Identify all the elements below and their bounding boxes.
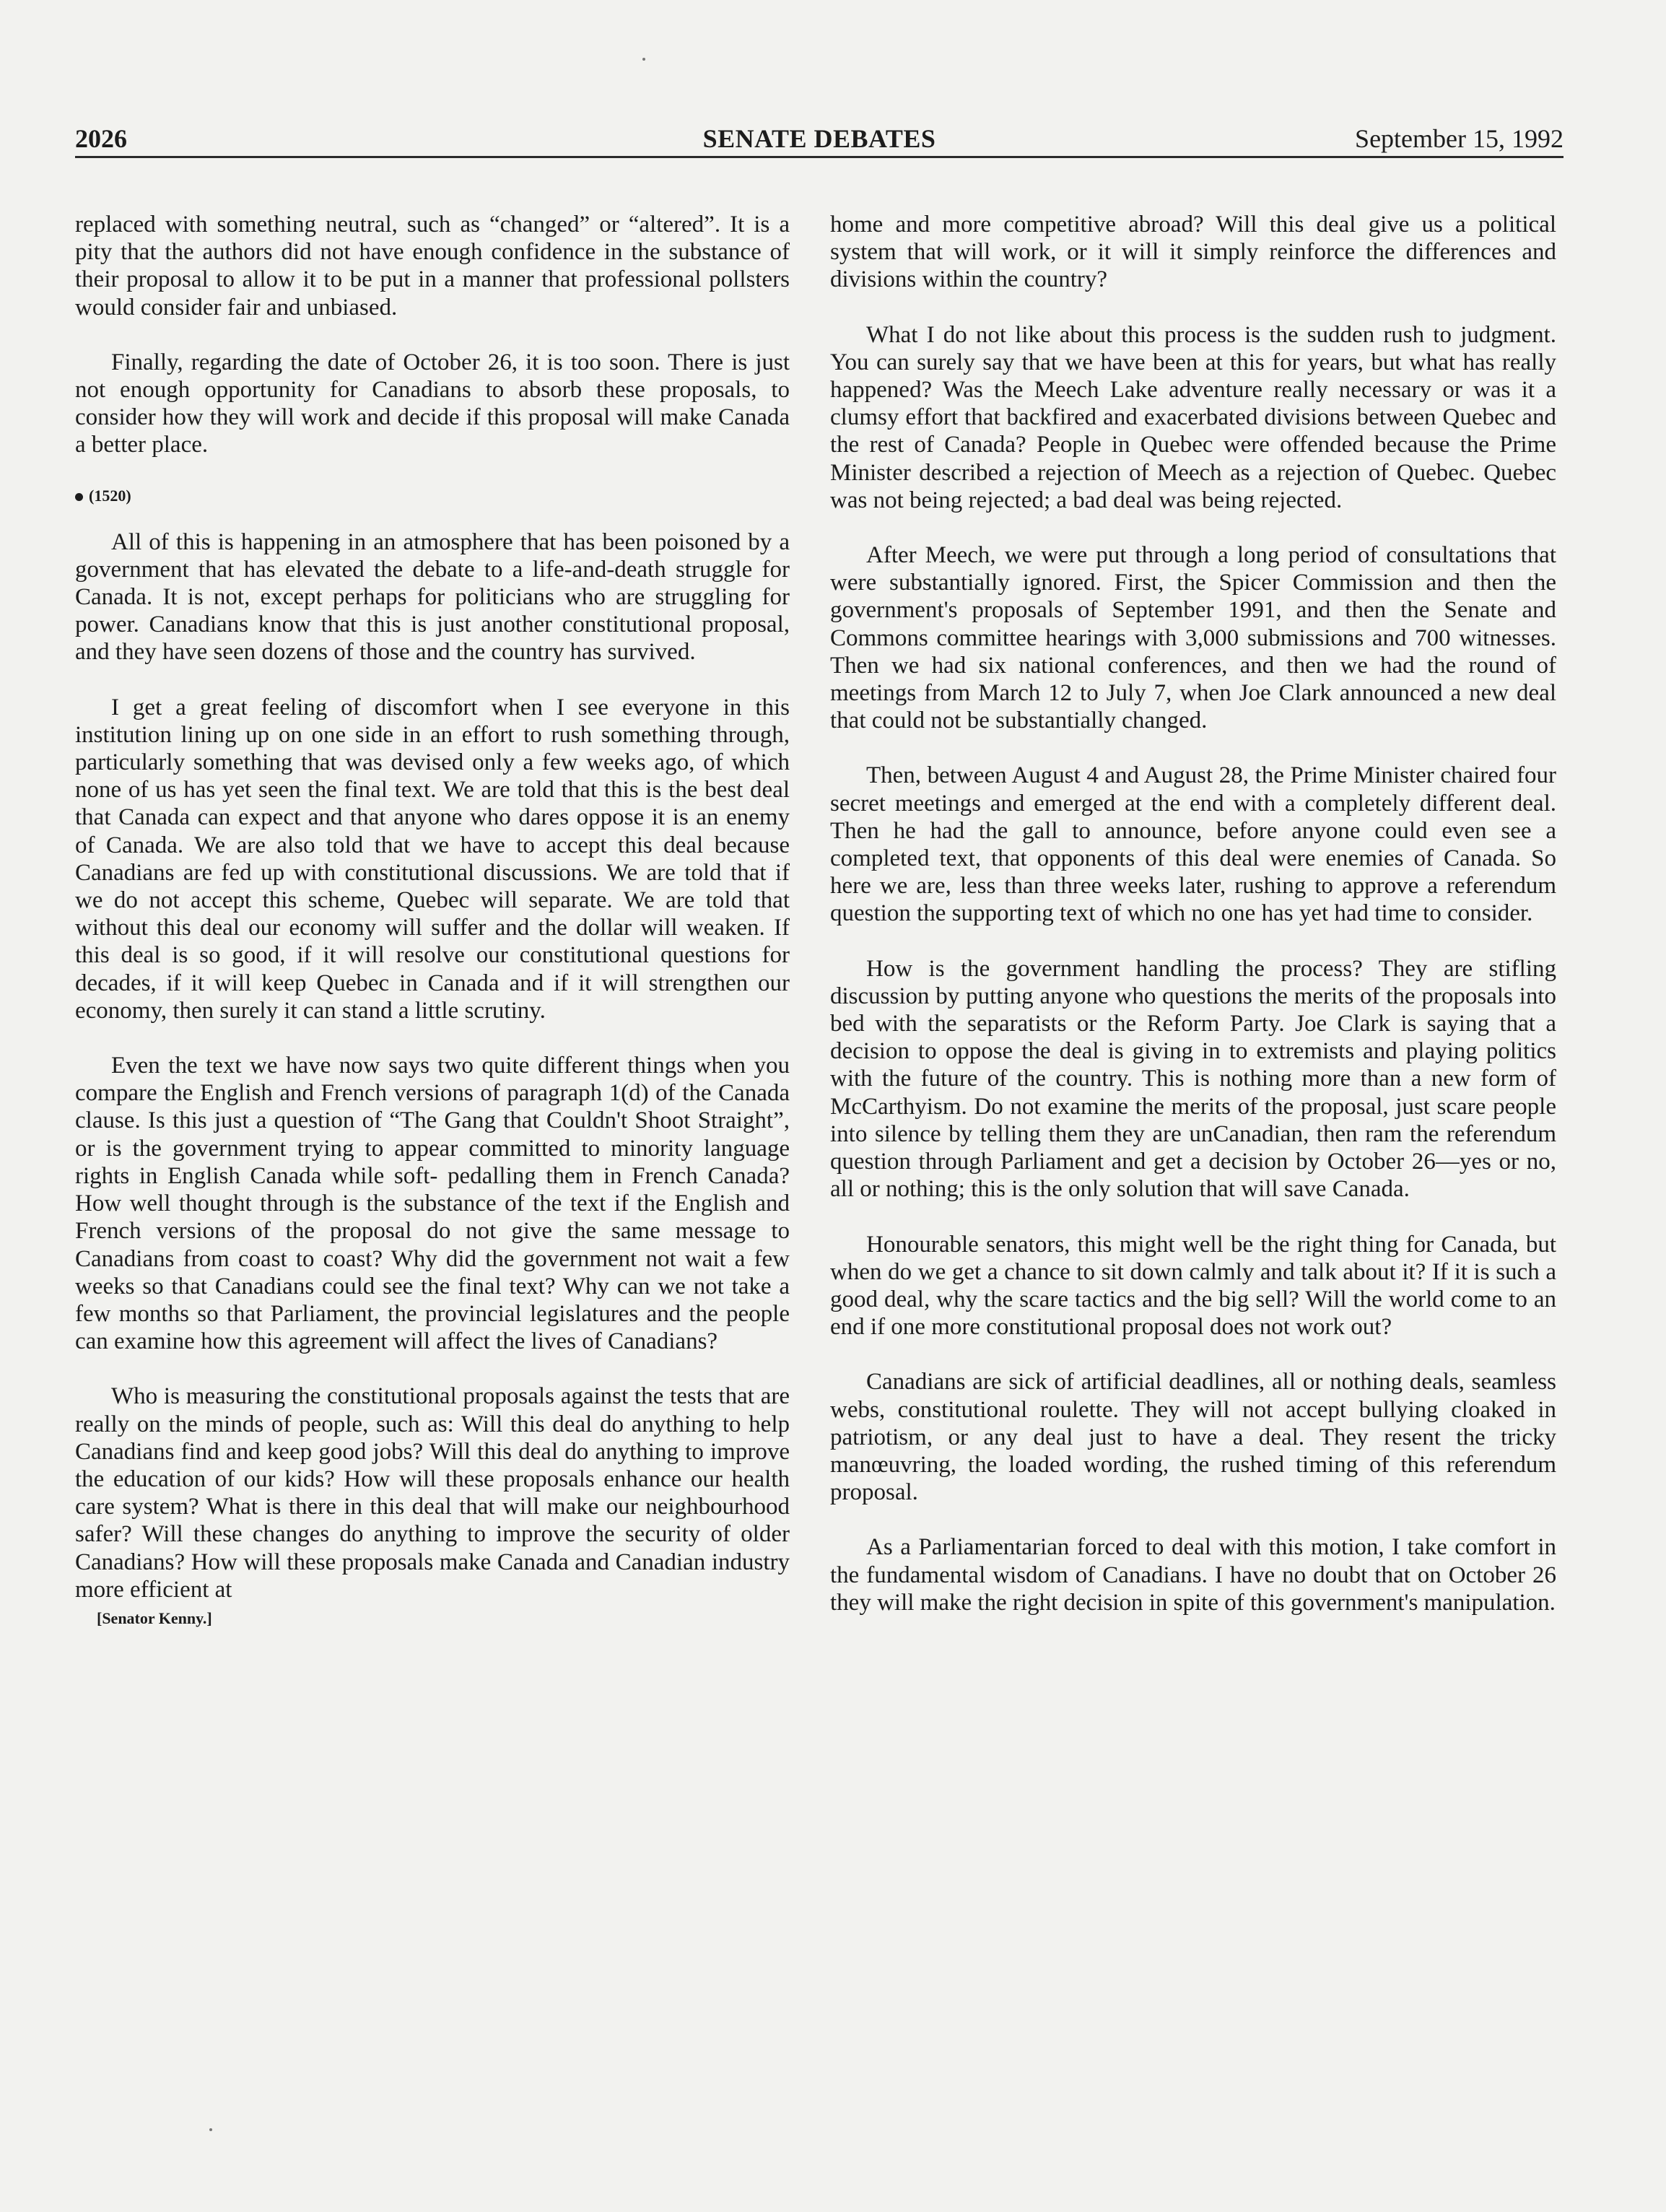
paragraph: What I do not like about this process is the sudden rush to judgment. You can surely say that we have been at this for years, but what has really happened? Was the Meech Lake adventure really necessary or was it a clumsy effort that backfired and exacerbated divisions between Quebec and the rest of Canada? People in Quebec were offended because the Prime Minister described a rejection of Meech as a rejection of Quebec. Quebec was not being rejected; a bad deal was being rejected. (830, 321, 1556, 513)
paragraph: replaced with something neutral, such as “changed” or “altered”. It is a pity that the authors did not have enough confidence in the substance of their proposal to allow it to be put in a manner that professional pollsters would consider fair and unbiased. (75, 212, 790, 321)
scan-speck (642, 58, 645, 61)
paragraph: Even the text we have now says two quite different things when you compare the English and French versions of paragraph 1(d) of the Canada clause. Is this just a question of “The Gang that Couldn't Shoot Straight”, or is the government trying to appear committed to minority language rights in English Canada while soft- pedalling them in French Canada? How well thought through is the substance of the text if the English and French versions of the proposal do not give the same message to Canadians from coast to coast? Why did the government not wait a few weeks so that Canadians could see the final text? Why can we not take a few months so that Parliament, the provincial legislatures and the people can examine how this agreement will affect the lives of Canadians? (75, 1053, 790, 1355)
right-column (830, 211, 1556, 1644)
page-number: 2026 (75, 124, 127, 153)
paragraph: Who is measuring the constitutional proposals against the tests that are really on the minds of people, such as: Will this deal do anything to help Canadians find and keep good jobs? Will this deal do anything to improve the education of our kids? How will these proposals enhance our health care system? What is there in this deal that will make our neighbourhood safer? Will these changes do anything to improve the security of older Canadians? How will these proposals make Canada and Canadian industry more efficient at (75, 1383, 790, 1603)
left-column (75, 211, 790, 1628)
paragraph: Finally, regarding the date of October 26, it is too soon. There is just not enough opportunity for Canadians to absorb these proposals, to consider how they will work and decide if this proposal will make Canada a better place. (75, 349, 790, 458)
paragraph: home and more competitive abroad? Will this deal give us a political system that will work, or it will it simply reinforce the differences and divisions within the country? (830, 212, 1556, 293)
paragraph: As a Parliamentarian forced to deal with this motion, I take comfort in the fundamental wisdom of Canadians. I have no doubt that on October 26 they will make the right decision in spite of this government's manipulation. (830, 1534, 1556, 1616)
publication-title: SENATE DEBATES (702, 124, 936, 153)
paragraph: All of this is happening in an atmosphere that has been poisoned by a government that has elevated the debate to a life-and-death struggle for Canada. It is not, except perhaps for politicians who are struggling for power. Canadians know that this is just another constitutional proposal, and they have seen dozens of those and the country has survived. (75, 528, 790, 666)
paragraph: Honourable senators, this might well be the right thing for Canada, but when do we get a chance to sit down calmly and talk about it? If it is such a good deal, why the scare tactics and the big sell? Will the world come to an end if one more constitutional proposal does not work out? (830, 1231, 1556, 1341)
time-marker (75, 487, 790, 505)
time-marker-text: (1520) (89, 486, 131, 505)
bullet-icon (75, 493, 83, 501)
issue-date: September 15, 1992 (1355, 124, 1563, 153)
paragraph: Then, between August 4 and August 28, the Prime Minister chaired four secret meetings and emerged at the end with a completely different deal. Then he had the gall to announce, before anyone could even see a completed text, that opponents of this deal were enemies of Canada. So here we are, less than three weeks later, rushing to approve a referendum question the supporting text of which no one has yet had time to consider. (830, 762, 1556, 927)
paragraph: Canadians are sick of artificial deadlines, all or nothing deals, seamless webs, constitutional roulette. They will not accept bullying cloaked in patriotism, or any deal just to have a deal. They resent the tricky manœuvring, the loaded wording, the rushed timing of this referendum proposal. (830, 1369, 1556, 1506)
scan-speck (209, 2128, 212, 2131)
page-header (75, 116, 1563, 158)
paragraph: How is the government handling the process? They are stifling discussion by putting anyone who questions the merits of the proposals into bed with the separatists or the Reform Party. Joe Clark is saying that a decision to oppose the deal is giving in to extremists and playing politics with the future of the country. This is nothing more than a new form of McCarthyism. Do not examine the merits of the proposal, just scare people into silence by telling them they are unCanadian, then ram the referendum question through Parliament and get a decision by October 26—yes or no, all or nothing; this is the only solution that will save Canada. (830, 955, 1556, 1203)
speaker-attribution: [Senator Kenny.] (97, 1608, 212, 1627)
paragraph: I get a great feeling of discomfort when I see everyone in this institution lining up on one side in an effort to rush something through, particularly something that was devised only a few weeks ago, of which none of us has yet seen the final text. We are told that this is the best deal that Canada can expect and that anyone who dares oppose it is an enemy of Canada. We are also told that we have to accept this deal because Canadians are fed up with constitutional discussions. We are told that if we do not accept this scheme, Quebec will separate. We are told that without this deal our economy will suffer and the dollar will weaken. If this deal is so good, if it will resolve our constitutional questions for decades, if it will keep Quebec in Canada and if it will strengthen our economy, then surely it can stand a little scrutiny. (75, 694, 790, 1024)
paragraph: After Meech, we were put through a long period of consultations that were substantially ignored. First, the Spicer Commission and then the government's proposals of September 1991, and then the Senate and Commons committee hearings with 3,000 submissions and 700 witnesses. Then we had six national conferences, and then we had the round of meetings from March 12 to July 7, when Joe Clark announced a new deal that could not be substantially changed. (830, 542, 1556, 734)
